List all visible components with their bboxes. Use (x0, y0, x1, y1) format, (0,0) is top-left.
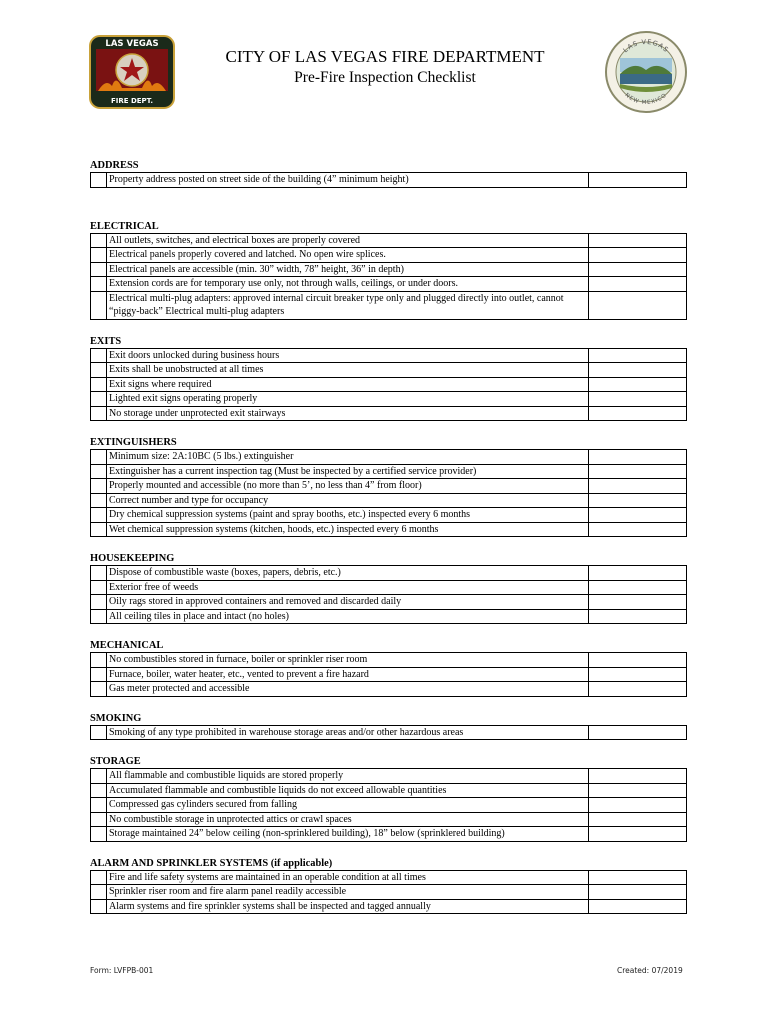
city-seal-logo (604, 30, 688, 114)
checklist-row (91, 580, 687, 595)
checklist-item-text: Properly mounted and accessible (no more than 5’, no less than 4” from floor) (107, 479, 589, 494)
fire-department-badge-logo (86, 34, 178, 110)
checkbox-cell[interactable] (91, 348, 107, 363)
checklist-table (90, 652, 687, 697)
checklist-row (91, 870, 687, 885)
section-heading: SMOKING (90, 712, 142, 724)
checklist-row (91, 291, 687, 319)
checklist-row (91, 609, 687, 624)
page-title: CITY OF LAS VEGAS FIRE DEPARTMENT (225, 47, 545, 66)
checklist-table (90, 768, 687, 842)
checkbox-cell[interactable] (91, 464, 107, 479)
section-storage (90, 755, 687, 842)
notes-cell[interactable] (589, 493, 687, 508)
section-heading: ADDRESS (90, 160, 139, 171)
checklist-item-text: Fire and life safety systems are maintained in an operable condition at all times (107, 870, 589, 885)
checklist-row (91, 363, 687, 378)
checkbox-cell[interactable] (91, 580, 107, 595)
checklist-item-text: Oily rags stored in approved containers and removed and discarded daily (107, 595, 589, 610)
notes-cell[interactable] (589, 885, 687, 900)
notes-cell[interactable] (589, 783, 687, 798)
notes-cell[interactable] (589, 682, 687, 697)
checklist-item-text: Property address posted on street side of the building (4” minimum height) (107, 173, 589, 188)
section-heading: EXTINGUISHERS (90, 437, 177, 448)
checklist-row (91, 348, 687, 363)
section-heading: MECHANICAL (90, 640, 164, 651)
checkbox-cell[interactable] (91, 363, 107, 378)
section-mechanical (90, 639, 687, 697)
checkbox-cell[interactable] (91, 392, 107, 407)
checklist-item-text: No combustible storage in unprotected attics or crawl spaces (107, 812, 589, 827)
checklist-table (90, 725, 687, 741)
checklist-row (91, 392, 687, 407)
checklist-table (90, 348, 687, 422)
section-address (90, 159, 687, 188)
checklist-item-text: Exit doors unlocked during business hours (107, 348, 589, 363)
notes-cell[interactable] (589, 464, 687, 479)
checklist-item-text: No storage under unprotected exit stairways (107, 406, 589, 421)
notes-cell[interactable] (589, 725, 687, 740)
checklist-item-text: Dispose of combustible waste (boxes, papers, debris, etc.) (107, 566, 589, 581)
created-date: Created: 07/2019 (617, 966, 683, 975)
checklist-item-text: Electrical multi-plug adapters: approved internal circuit breaker type only and plugged directly into outlet, cannot “piggy-back” Electrical multi-plug adapters (107, 291, 589, 319)
checklist-row (91, 233, 687, 248)
notes-cell[interactable] (589, 233, 687, 248)
checklist-table (90, 172, 687, 188)
checklist-row (91, 450, 687, 465)
checkbox-cell[interactable] (91, 798, 107, 813)
checkbox-cell[interactable] (91, 377, 107, 392)
section-heading: ELECTRICAL (90, 220, 159, 232)
notes-cell[interactable] (589, 392, 687, 407)
checklist-row (91, 783, 687, 798)
notes-cell[interactable] (589, 609, 687, 624)
checklist-item-text: Alarm systems and fire sprinkler systems shall be inspected and tagged annually (107, 899, 589, 914)
checklist-row (91, 277, 687, 292)
checklist-item-text: Exits shall be unobstructed at all times (107, 363, 589, 378)
checklist-row (91, 464, 687, 479)
notes-cell[interactable] (589, 450, 687, 465)
section-housekeeping (90, 552, 687, 624)
section-exits (90, 335, 687, 422)
notes-cell[interactable] (589, 769, 687, 784)
checklist-row (91, 725, 687, 740)
checkbox-cell[interactable] (91, 725, 107, 740)
checklist-item-text: Smoking of any type prohibited in warehouse storage areas and/or other hazardous areas (107, 725, 589, 740)
checkbox-cell[interactable] (91, 262, 107, 277)
seal-bottom-text: NEW MEXICO (623, 92, 669, 107)
checkbox-cell[interactable] (91, 479, 107, 494)
section-extinguishers (90, 436, 687, 537)
notes-cell[interactable] (589, 566, 687, 581)
checklist-item-text: All ceiling tiles in place and intact (no holes) (107, 609, 589, 624)
checkbox-cell[interactable] (91, 682, 107, 697)
title-block (180, 46, 590, 89)
checklist-item-text: All outlets, switches, and electrical boxes are properly covered (107, 233, 589, 248)
checkbox-cell[interactable] (91, 173, 107, 188)
checklist-item-text: Dry chemical suppression systems (paint and spray booths, etc.) inspected every 6 months (107, 508, 589, 523)
checklist-item-text: Correct number and type for occupancy (107, 493, 589, 508)
checklist-item-text: Exit signs where required (107, 377, 589, 392)
section-heading: HOUSEKEEPING (90, 553, 175, 564)
notes-cell[interactable] (589, 798, 687, 813)
checklist-row (91, 173, 687, 188)
section-heading: ALARM AND SPRINKLER SYSTEMS (if applicable) (90, 857, 333, 869)
checklist-row (91, 682, 687, 697)
notes-cell[interactable] (589, 653, 687, 668)
checklist-row (91, 653, 687, 668)
checklist-row (91, 377, 687, 392)
checklist-item-text: Extinguisher has a current inspection tag (Must be inspected by a certified service provider) (107, 464, 589, 479)
checkbox-cell[interactable] (91, 248, 107, 263)
notes-cell[interactable] (589, 277, 687, 292)
notes-cell[interactable] (589, 899, 687, 914)
checklist-row (91, 493, 687, 508)
section-smoking (90, 712, 687, 741)
checklist-item-text: Gas meter protected and accessible (107, 682, 589, 697)
notes-cell[interactable] (589, 262, 687, 277)
section-heading: STORAGE (90, 756, 141, 767)
notes-cell[interactable] (589, 827, 687, 842)
notes-cell[interactable] (589, 580, 687, 595)
checklist-item-text: All flammable and combustible liquids are stored properly (107, 769, 589, 784)
page-subtitle: Pre-Fire Inspection Checklist (294, 69, 476, 86)
checklist-row (91, 798, 687, 813)
checklist-table (90, 870, 687, 915)
checklist-row (91, 812, 687, 827)
notes-cell[interactable] (589, 248, 687, 263)
checkbox-cell[interactable] (91, 233, 107, 248)
checkbox-cell[interactable] (91, 827, 107, 842)
checkbox-cell[interactable] (91, 899, 107, 914)
checkbox-cell[interactable] (91, 522, 107, 537)
notes-cell[interactable] (589, 812, 687, 827)
checklist-item-text: Furnace, boiler, water heater, etc., vented to prevent a fire hazard (107, 667, 589, 682)
checkbox-cell[interactable] (91, 450, 107, 465)
checklist-row (91, 827, 687, 842)
checklist-table (90, 449, 687, 537)
checklist-row (91, 508, 687, 523)
checkbox-cell[interactable] (91, 566, 107, 581)
checklist-row (91, 479, 687, 494)
notes-cell[interactable] (589, 667, 687, 682)
notes-cell[interactable] (589, 291, 687, 319)
checklist-item-text: Compressed gas cylinders secured from falling (107, 798, 589, 813)
section-heading: EXITS (90, 335, 122, 347)
left-logo-top-text: LAS VEGAS (105, 39, 159, 49)
notes-cell[interactable] (589, 522, 687, 537)
checklist-row (91, 885, 687, 900)
checkbox-cell[interactable] (91, 291, 107, 319)
checklist-item-text: Wet chemical suppression systems (kitchen, hoods, etc.) inspected every 6 months (107, 522, 589, 537)
checklist-row (91, 406, 687, 421)
checkbox-cell[interactable] (91, 812, 107, 827)
checklist-item-text: Accumulated flammable and combustible liquids do not exceed allowable quantities (107, 783, 589, 798)
checklist-item-text: Electrical panels are accessible (min. 30” width, 78” height, 36” in depth) (107, 262, 589, 277)
checkbox-cell[interactable] (91, 609, 107, 624)
checklist-item-text: Lighted exit signs operating properly (107, 392, 589, 407)
checkbox-cell[interactable] (91, 667, 107, 682)
checkbox-cell[interactable] (91, 783, 107, 798)
section-alarm-and-sprinkler-systems-if-applicable (90, 857, 687, 915)
checkbox-cell[interactable] (91, 885, 107, 900)
checklist-row (91, 769, 687, 784)
form-number: Form: LVFPB-001 (90, 966, 154, 975)
checklist-row (91, 262, 687, 277)
checklist-row (91, 248, 687, 263)
checklist-item-text: Minimum size: 2A:10BC (5 lbs.) extinguisher (107, 450, 589, 465)
checklist-sections (90, 159, 687, 914)
checklist-table (90, 233, 687, 320)
seal-top-text: LAS VEGAS (621, 37, 671, 55)
notes-cell[interactable] (589, 173, 687, 188)
checklist-row (91, 899, 687, 914)
left-logo-bottom-text: FIRE DEPT. (110, 97, 154, 105)
checkbox-cell[interactable] (91, 493, 107, 508)
checklist-item-text: Exterior free of weeds (107, 580, 589, 595)
checklist-row (91, 522, 687, 537)
checkbox-cell[interactable] (91, 769, 107, 784)
notes-cell[interactable] (589, 595, 687, 610)
checkbox-cell[interactable] (91, 277, 107, 292)
section-electrical (90, 220, 687, 320)
checklist-item-text: Sprinkler riser room and fire alarm panel readily accessible (107, 885, 589, 900)
checkbox-cell[interactable] (91, 870, 107, 885)
checklist-row (91, 595, 687, 610)
notes-cell[interactable] (589, 870, 687, 885)
notes-cell[interactable] (589, 348, 687, 363)
checkbox-cell[interactable] (91, 653, 107, 668)
checklist-item-text: Extension cords are for temporary use only, not through walls, ceilings, or under doors. (107, 277, 589, 292)
checkbox-cell[interactable] (91, 508, 107, 523)
checklist-item-text: No combustibles stored in furnace, boiler or sprinkler riser room (107, 653, 589, 668)
checkbox-cell[interactable] (91, 406, 107, 421)
notes-cell[interactable] (589, 377, 687, 392)
notes-cell[interactable] (589, 363, 687, 378)
checklist-item-text: Electrical panels properly covered and latched. No open wire splices. (107, 248, 589, 263)
notes-cell[interactable] (589, 508, 687, 523)
checkbox-cell[interactable] (91, 595, 107, 610)
checklist-table (90, 565, 687, 624)
checklist-row (91, 667, 687, 682)
checklist-item-text: Storage maintained 24” below ceiling (non-sprinklered building), 18” below (sprinklered building) (107, 827, 589, 842)
notes-cell[interactable] (589, 479, 687, 494)
checklist-row (91, 566, 687, 581)
notes-cell[interactable] (589, 406, 687, 421)
